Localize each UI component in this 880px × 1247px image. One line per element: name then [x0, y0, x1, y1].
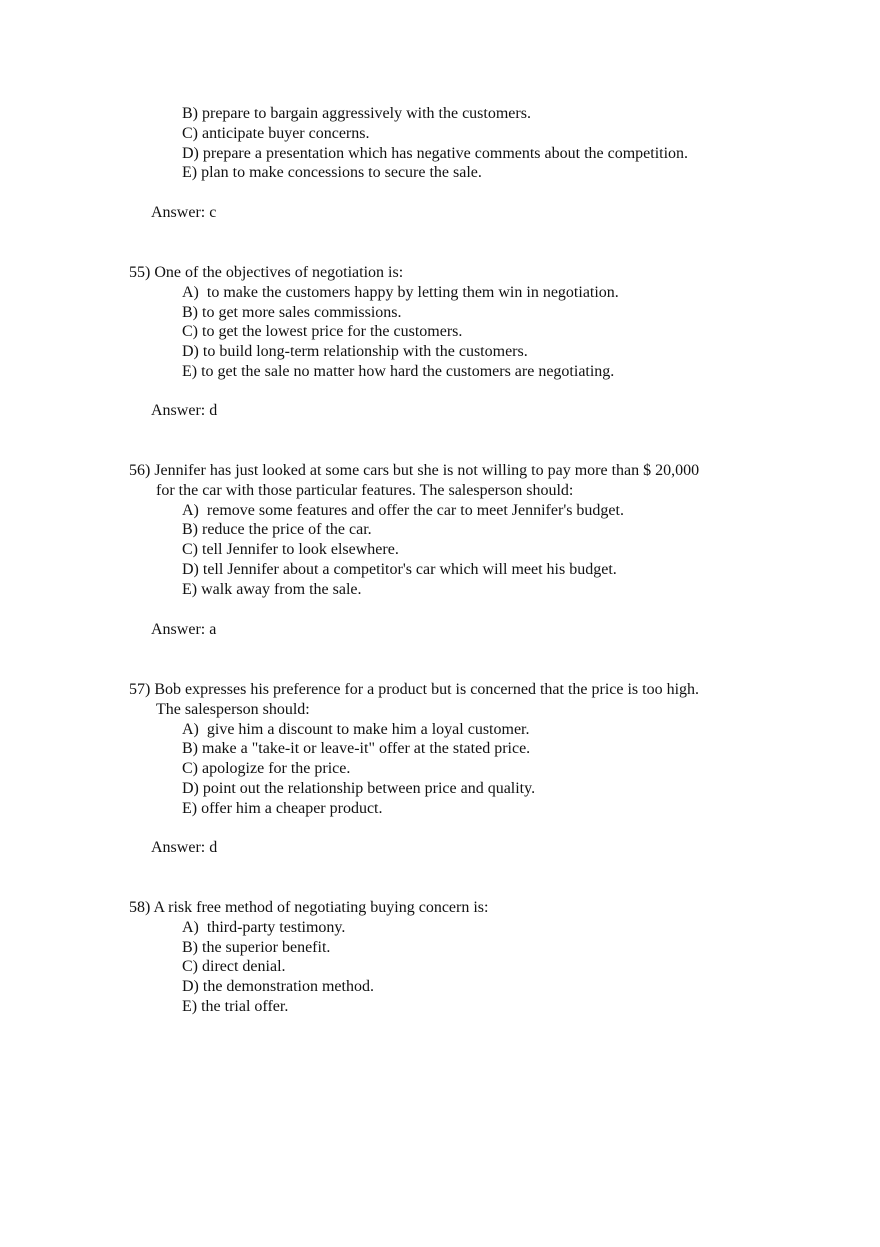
option-a: A) to make the customers happy by letting them win in negotiation.	[182, 283, 619, 301]
option-d: D) to build long-term relationship with the customers.	[182, 343, 528, 361]
option-c: C) anticipate buyer concerns.	[182, 124, 370, 142]
option-d: D) the demonstration method.	[182, 978, 374, 996]
option-e: E) to get the sale no matter how hard the customers are negotiating.	[182, 362, 615, 380]
option-b: B) prepare to bargain aggressively with the customers.	[182, 105, 531, 122]
option-c: C) tell Jennifer to look elsewhere.	[182, 541, 399, 559]
answer: Answer: c	[151, 204, 217, 221]
previous-question-options	[0, 104, 880, 183]
question-text-cont: for the car with those particular features. The salesperson should:	[156, 481, 574, 499]
option-e: E) the trial offer.	[182, 997, 289, 1015]
option-b: B) the superior benefit.	[182, 938, 331, 956]
question-58	[0, 898, 880, 1017]
option-a: A) remove some features and offer the car to meet Jennifer's budget.	[182, 501, 624, 519]
option-b: B) to get more sales commissions.	[182, 303, 402, 321]
option-d: D) tell Jennifer about a competitor's car which will meet his budget.	[182, 560, 617, 578]
question-text: 57) Bob expresses his preference for a product but is concerned that the price is too high.	[129, 681, 700, 698]
option-b: B) reduce the price of the car.	[182, 521, 372, 539]
option-c: C) to get the lowest price for the customers.	[182, 323, 463, 341]
option-a: A) give him a discount to make him a loyal customer.	[182, 720, 530, 738]
question-text: 58) A risk free method of negotiating buying concern is:	[129, 899, 489, 916]
option-d: D) point out the relationship between price and quality.	[182, 779, 536, 797]
question-57	[0, 680, 880, 819]
option-b: B) make a "take-it or leave-it" offer at the stated price.	[182, 740, 531, 758]
option-c: C) direct denial.	[182, 958, 286, 976]
option-a: A) third-party testimony.	[182, 918, 346, 936]
option-e: E) walk away from the sale.	[182, 580, 362, 598]
answer: Answer: d	[151, 402, 218, 419]
question-text: 56) Jennifer has just looked at some cars but she is not willing to pay more than $ 20,000	[129, 462, 700, 479]
option-e: E) plan to make concessions to secure the sale.	[182, 164, 482, 182]
option-c: C) apologize for the price.	[182, 760, 351, 778]
answer: Answer: d	[151, 839, 218, 856]
question-text-cont: The salesperson should:	[156, 700, 310, 718]
answer: Answer: a	[151, 621, 217, 638]
question-text: 55) One of the objectives of negotiation is:	[129, 264, 404, 281]
option-d: D) prepare a presentation which has negative comments about the competition.	[182, 144, 689, 162]
question-56	[0, 461, 880, 600]
question-55	[0, 263, 880, 382]
option-e: E) offer him a cheaper product.	[182, 799, 383, 817]
